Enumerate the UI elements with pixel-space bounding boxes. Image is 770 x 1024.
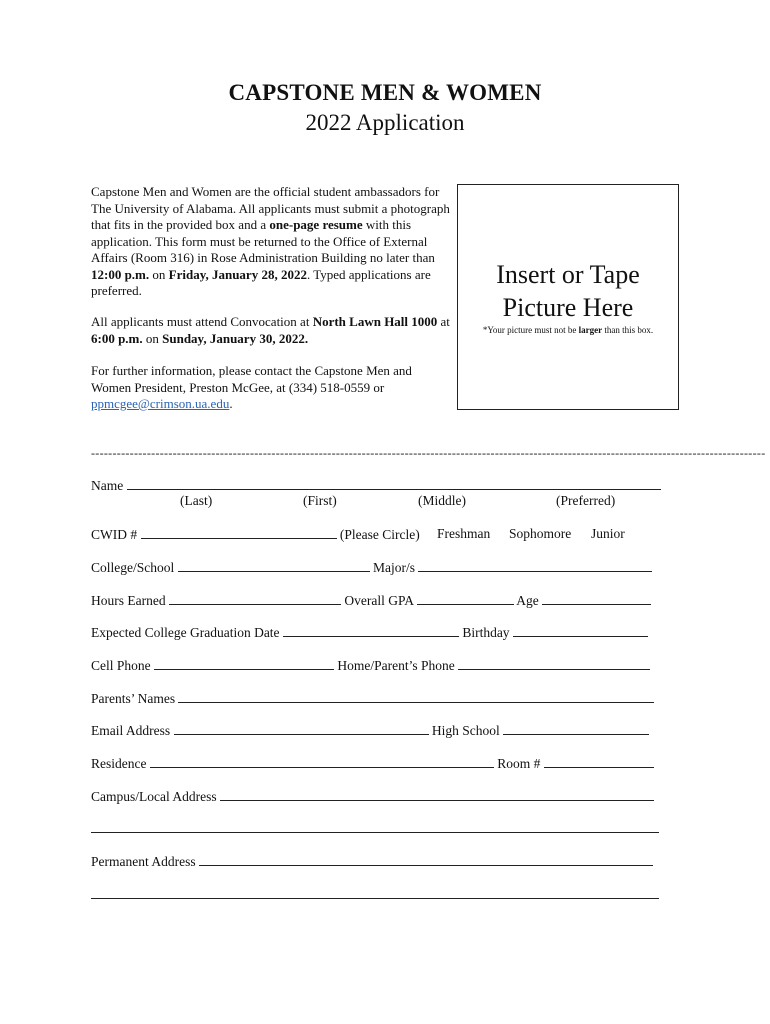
intro-text: . Typed applications are preferred. [91,266,431,298]
home-phone-label: Home/Parent’s Phone [337,658,455,673]
class-option-junior[interactable]: Junior [591,526,625,541]
graduation-birthday-row [91,624,648,641]
campus-address-row [91,788,654,805]
gpa-label: Overall GPA [344,593,414,608]
major-field[interactable] [418,559,652,572]
email-field[interactable] [174,722,429,735]
age-field[interactable] [542,592,651,605]
name-part-first: (First) [303,493,337,508]
name-field[interactable] [127,477,661,490]
note-emphasis: larger [578,325,603,335]
class-option-freshman[interactable]: Freshman [437,526,491,541]
intro-emphasis-date: Friday, January 28, 2022 [168,266,307,282]
intro-text: All applicants must attend Convocation at [91,314,313,329]
birthday-field[interactable] [513,624,648,637]
college-major-row [91,559,652,576]
intro-paragraph-contact [91,363,451,413]
permanent-address-row [91,853,653,870]
birthday-label: Birthday [462,625,510,640]
cell-phone-field[interactable] [154,657,334,670]
name-part-preferred: (Preferred) [556,493,616,508]
intro-paragraph-deadline [91,184,451,300]
permanent-address-label: Permanent Address [91,854,196,869]
intro-emphasis-time: 12:00 p.m. [91,266,150,282]
class-option-sophomore[interactable]: Sophomore [509,526,572,541]
intro-text: Capstone Men and Women are the official student ambassadors for The University of Alabama. All applicants must submit a photograph that fits in the provided box and a [91,184,450,232]
campus-address-field[interactable] [220,788,654,801]
room-field[interactable] [544,755,654,768]
cwid-field[interactable] [141,526,337,539]
intro-emphasis-date: Sunday, January 30, 2022. [162,330,309,346]
parents-row [91,690,654,707]
form-subtitle: 2022 Application [305,110,465,135]
college-label: College/School [91,560,175,575]
campus-address-label: Campus/Local Address [91,789,217,804]
intro-emphasis-time: 6:00 p.m. [91,330,143,346]
graduation-label: Expected College Graduation Date [91,625,280,640]
intro-text: on [142,330,163,346]
intro-text: on [149,266,169,282]
major-label: Major/s [373,560,415,575]
college-field[interactable] [178,559,370,572]
contact-email-link[interactable]: ppmcgee@crimson.ua.edu [91,396,230,411]
photo-box-line1: Insert or Tape [496,260,640,289]
photo-box-line2: Picture Here [502,293,634,322]
room-label: Room # [497,756,541,771]
parents-label: Parents’ Names [91,691,176,706]
hours-gpa-age-row [91,592,651,609]
intro-emphasis-resume: one-page resume [269,217,363,232]
intro-text: . [229,396,233,411]
intro-emphasis-location: North Lawn Hall 1000 [312,314,438,329]
note-text: *Your picture must not be [482,325,579,335]
home-phone-field[interactable] [458,657,650,670]
circle-instruction: (Please Circle) [339,527,420,542]
intro-text: with this application. This form must be returned to the Office of External Affairs (Room 316) in Rose Administration Building no later than [91,217,435,265]
email-highschool-row [91,722,649,739]
residence-field[interactable] [150,755,494,768]
section-divider: ------------------------------------------------------------------------------------------------------------------------------------------------------------- [91,446,766,460]
email-label: Email Address [91,723,171,738]
highschool-field[interactable] [503,722,649,735]
residence-label: Residence [91,756,147,771]
graduation-field[interactable] [283,624,459,637]
residence-room-row [91,755,654,772]
cell-phone-label: Cell Phone [91,658,151,673]
permanent-address-field[interactable] [199,853,653,866]
note-text: than this box. [602,325,654,335]
form-title: CAPSTONE MEN & WOMEN [228,80,542,105]
cwid-row [91,526,420,543]
name-row [91,477,661,494]
name-part-last: (Last) [180,493,213,508]
hours-label: Hours Earned [91,593,166,608]
permanent-address-line2 [91,886,659,903]
age-label: Age [516,593,539,608]
campus-address-field-2[interactable] [91,820,659,833]
campus-address-line2 [91,820,659,837]
photo-size-note [457,325,679,335]
intro-paragraph-convocation [91,314,451,347]
cwid-label: CWID # [91,527,138,542]
hours-field[interactable] [169,592,341,605]
phone-row [91,657,650,674]
name-label: Name [91,478,124,493]
gpa-field[interactable] [417,592,514,605]
intro-text: at [437,314,450,329]
parents-field[interactable] [178,690,654,703]
intro-text: For further information, please contact the Capstone Men and Women President, Preston McGee, at (334) 518-0559 or [91,363,412,395]
name-part-middle: (Middle) [418,493,466,508]
permanent-address-field-2[interactable] [91,886,659,899]
highschool-label: High School [431,723,500,738]
photo-box-label [457,258,679,324]
